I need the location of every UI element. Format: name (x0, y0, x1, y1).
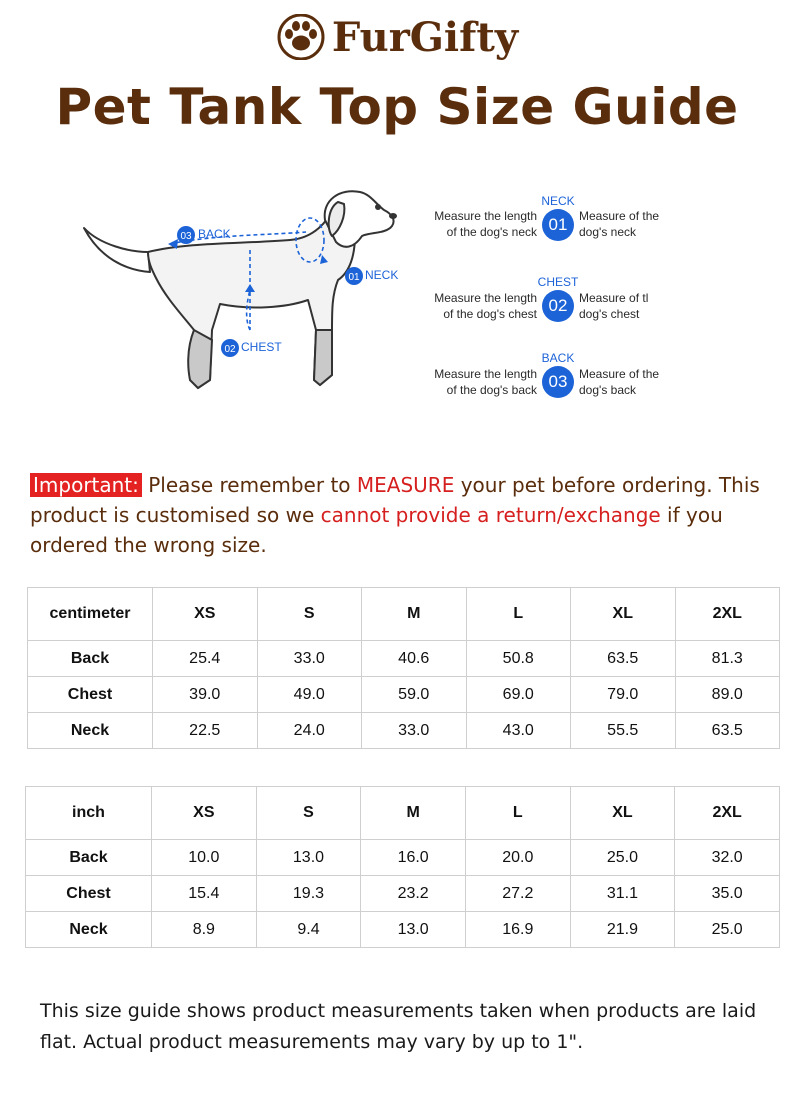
important-notice: Important: Please remember to MEASURE your pet before ordering. This product is customised so we cannot provide a return/exchange if you ordered the wrong size. (30, 473, 760, 557)
table-cell: 32.0 (675, 840, 780, 876)
table-cell: 69.0 (466, 677, 571, 713)
table-cell: 55.5 (571, 713, 676, 749)
size-header: 2XL (675, 787, 780, 840)
step-number-badge: 03 (542, 366, 574, 398)
table-cell: 63.5 (571, 641, 676, 677)
dog-measurement-illustration (70, 180, 420, 410)
back-callout (177, 226, 231, 244)
size-table-inch (25, 786, 780, 948)
unit-header: inch (26, 787, 152, 840)
table-cell: 79.0 (571, 677, 676, 713)
table-cell: 25.0 (570, 840, 675, 876)
table-cell: 59.0 (362, 677, 467, 713)
paw-icon (276, 14, 326, 60)
size-header: M (362, 588, 467, 641)
size-header: XL (570, 787, 675, 840)
svg-text:01: 01 (348, 272, 360, 283)
brand-name: FurGifty (331, 13, 519, 61)
table-cell: 13.0 (256, 840, 361, 876)
table-cell: 43.0 (466, 713, 571, 749)
svg-text:CHEST: CHEST (241, 340, 282, 354)
no-return-highlight: cannot provide a return/exchange (320, 503, 661, 527)
table-cell: 27.2 (465, 876, 570, 912)
size-header: XS (153, 588, 258, 641)
table-row (28, 713, 780, 749)
table-cell: 25.0 (675, 912, 780, 948)
step-title: NECK (541, 194, 575, 208)
table-cell: 16.0 (361, 840, 466, 876)
table-cell: 22.5 (153, 713, 258, 749)
size-header: L (466, 588, 571, 641)
table-cell: 40.6 (362, 641, 467, 677)
table-cell: 9.4 (256, 912, 361, 948)
row-label: Back (28, 641, 153, 677)
table-cell: 16.9 (465, 912, 570, 948)
table-cell: 49.0 (257, 677, 362, 713)
measure-highlight: MEASURE (356, 473, 455, 497)
size-table-centimeter (27, 587, 780, 749)
step-left-text: Measure the length of the dog's chest (434, 291, 537, 321)
row-label: Back (26, 840, 152, 876)
svg-text:03: 03 (180, 231, 192, 242)
table-row (26, 876, 780, 912)
svg-text:02: 02 (224, 344, 236, 355)
table-cell: 89.0 (675, 677, 780, 713)
chest-callout (221, 339, 282, 357)
important-tag: Important: (30, 473, 142, 497)
row-label: Neck (26, 912, 152, 948)
step-left-text: Measure the length of the dog's back (434, 367, 537, 397)
step-right-text: Measure of the dog's neck (579, 209, 660, 239)
size-guide-footnote: This size guide shows product measurements taken when products are laid flat. Actual product measurements may vary by up to 1". (40, 1000, 757, 1053)
table-cell: 15.4 (152, 876, 257, 912)
size-header: XS (152, 787, 257, 840)
row-label: Chest (26, 876, 152, 912)
table-cell: 19.3 (256, 876, 361, 912)
table-row (28, 677, 780, 713)
row-label: Neck (28, 713, 153, 749)
row-label: Chest (28, 677, 153, 713)
table-cell: 8.9 (152, 912, 257, 948)
neck-callout (345, 267, 398, 285)
step-right-text: Measure of tl dog's chest (579, 291, 649, 321)
svg-text:NECK: NECK (365, 268, 399, 282)
table-cell: 31.1 (570, 876, 675, 912)
table-header-row (26, 787, 780, 840)
table-header-row (28, 588, 780, 641)
brand-header (0, 6, 794, 68)
step-number-badge: 01 (542, 209, 574, 241)
page-title: Pet Tank Top Size Guide (55, 78, 739, 136)
size-header: M (361, 787, 466, 840)
table-cell: 33.0 (362, 713, 467, 749)
table-cell: 21.9 (570, 912, 675, 948)
table-cell: 23.2 (361, 876, 466, 912)
table-cell: 63.5 (675, 713, 780, 749)
size-header: XL (571, 588, 676, 641)
table-cell: 39.0 (153, 677, 258, 713)
table-cell: 81.3 (675, 641, 780, 677)
table-cell: 24.0 (257, 713, 362, 749)
table-row (26, 912, 780, 948)
table-row (26, 840, 780, 876)
table-row (28, 641, 780, 677)
step-title: BACK (541, 351, 575, 365)
step-right-text: Measure of the dog's back (579, 367, 660, 397)
svg-text:BACK: BACK (198, 227, 231, 241)
table-cell: 20.0 (465, 840, 570, 876)
step-left-text: Measure the length of the dog's neck (434, 209, 537, 239)
table-cell: 50.8 (466, 641, 571, 677)
size-header: S (256, 787, 361, 840)
table-cell: 33.0 (257, 641, 362, 677)
step-title: CHEST (537, 275, 579, 289)
table-cell: 25.4 (153, 641, 258, 677)
size-header: 2XL (675, 588, 780, 641)
step-number-badge: 02 (542, 290, 574, 322)
table-cell: 10.0 (152, 840, 257, 876)
size-header: L (465, 787, 570, 840)
size-header: S (257, 588, 362, 641)
table-cell: 35.0 (675, 876, 780, 912)
table-cell: 13.0 (361, 912, 466, 948)
unit-header: centimeter (28, 588, 153, 641)
